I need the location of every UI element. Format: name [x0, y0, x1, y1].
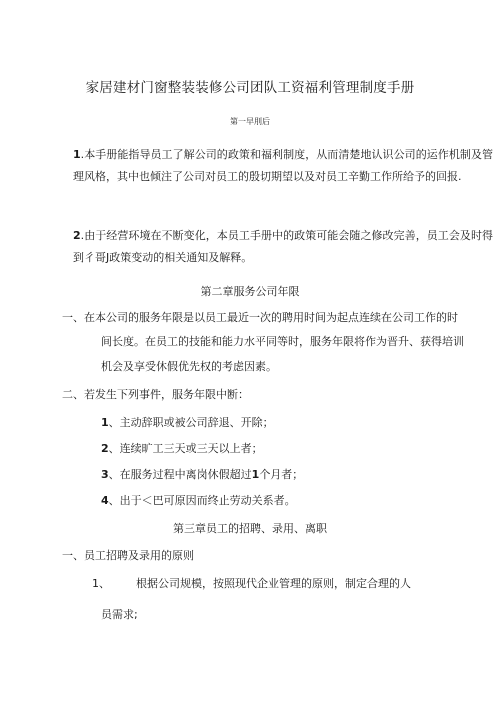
- section-1-line-3: 机会及享受休假优先权的考虑因素。: [101, 360, 277, 373]
- section-1-line-2: 间长度。在员工的技能和能力水平同等时，服务年限将作为晋升、获得培训: [101, 335, 464, 348]
- section-3-item-1-text: 根据公司规模，按照现代企业管理的原则，制定合理的人: [136, 577, 411, 590]
- paragraph-2-text: .由于经营环境在不断变化，本员工手册中的政策可能会随之修改完善，员工会及时得到彳哥J政策变动的相关通知及解释。: [73, 229, 493, 264]
- list-item: 3、在服务过程中离岗休假超过1个月者；: [101, 468, 304, 481]
- paragraph-1: [73, 144, 493, 187]
- chapter-1-heading: 第一早刖后: [230, 117, 270, 126]
- chapter-3-heading: 第三章员工的招聘、录用、离职: [173, 522, 327, 535]
- paragraph-1-text: .本手册能指导员工了解公司的政策和福利制度，从而清楚地认识公司的运作机制及管理风格，其中也倾注了公司对员工的殷切期望以及对员工辛勤工作所给予的回报.: [73, 148, 493, 183]
- paragraph-1-number: 1: [73, 148, 81, 161]
- chapter-2-heading: 第二章服务公司年限: [200, 285, 300, 298]
- list-item: 2、连续旷工三天或三天以上者；: [101, 442, 263, 455]
- section-1-line-1: 一、在本公司的服务年限是以员工最近一次的聘用时间为起点连续在公司工作的时: [62, 311, 458, 324]
- section-3-item-1-number: 1、: [92, 577, 110, 590]
- section-2-heading: 二、若发生下列事件，服务年限中断：: [62, 388, 249, 401]
- document-title: 家居建材门窗整装装修公司团队工资福利管理制度手册: [85, 80, 415, 96]
- section-3-heading: 一、员工招聘及录用的原则: [62, 549, 194, 562]
- list-item: 1、主动辞职或被公司辞退、开除；: [101, 416, 274, 429]
- section-3-item-1-cont: 员需求;: [101, 608, 138, 621]
- paragraph-2-number: 2: [73, 229, 81, 242]
- paragraph-2: [73, 225, 493, 268]
- list-item: 4、出于＜巴可原因而终止劳动关系者。: [101, 494, 296, 507]
